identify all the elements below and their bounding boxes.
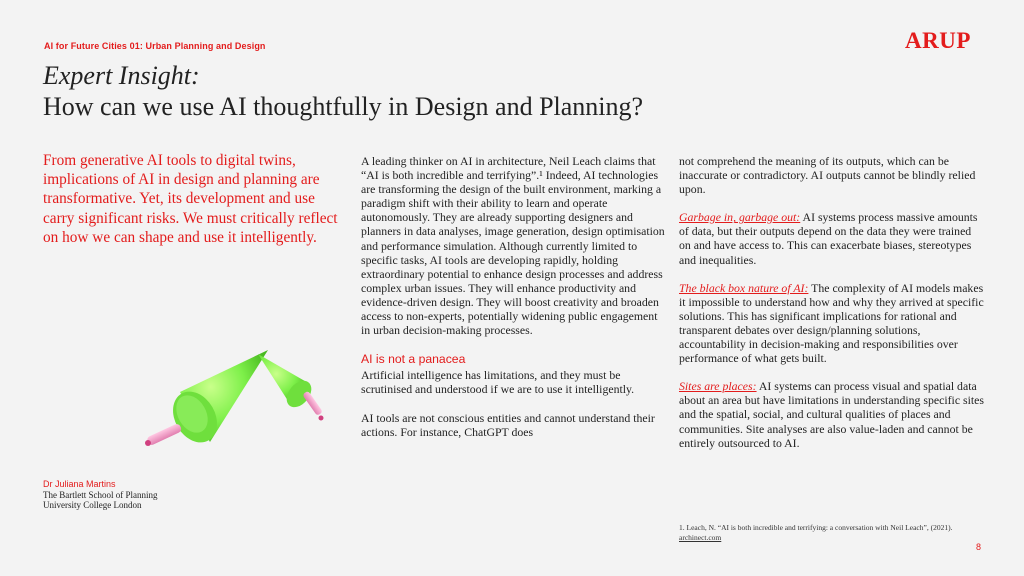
body-paragraph: A leading thinker on AI in architecture, Neil Leach claims that “AI is both incredible and terrifying”.¹ Indeed, AI technologies are transforming the design of the built environment, marking a paradigm shift with their ability to learn and operate autonomously. They are already supporting designers and planners in data analyses, image generation, design optimisation and performance simulation. Although currently limited to specific tasks, AI tools are developing rapidly, holding extraordinary potential to enhance design processes and address complex urban issues. They will enhance productivity and evidence-driven design. They will boost creativity and broaden access to non-experts, potentially widening public engagement in urban decision-making processes.	[361, 154, 665, 338]
blackbox-text: The complexity of AI models makes it impossible to understand how and why they arrived at specific solutions. This has significant implications for rational and transparent debates over design/planning solutions, accountability in decision-making and responsibilities over performance of what gets built.	[679, 280, 984, 366]
small-cone	[258, 354, 324, 421]
page-title-kicker: Expert Insight:	[43, 61, 200, 90]
body-column-3	[679, 154, 985, 450]
large-cone	[145, 350, 268, 450]
garbage-label: Garbage in, garbage out:	[679, 210, 801, 225]
garbage-paragraph	[679, 210, 985, 266]
intro-paragraph: From generative AI tools to digital twins, implications of AI in design and planning are transformative. Yet, its development and use carry significant risks. We must critically reflect on how we can shape and use it intelligently.	[43, 152, 338, 246]
sites-label: Sites are places:	[679, 379, 757, 394]
body-paragraph: Artificial intelligence has limitations, and they must be scrutinised and understood if we are to use it intelligently.	[361, 368, 635, 397]
arup-logo: ARUP	[905, 28, 971, 53]
page-number: 8	[976, 542, 982, 552]
cone-pencil-illustration	[140, 330, 350, 480]
section-heading: AI is not a panacea	[361, 352, 466, 367]
garbage-text: AI systems process massive amounts of data, but their outputs depend on the data they were trained on and have access to. This can exacerbate biases, stereotypes and inequalities.	[679, 210, 978, 267]
body-paragraph-continued: not comprehend the meaning of its outputs, which can be inaccurate or contradictory. AI outputs cannot be blindly relied upon.	[679, 154, 976, 197]
footnote	[679, 523, 979, 542]
series-label: AI for Future Cities 01: Urban Planning and Design	[44, 41, 266, 51]
body-column-2	[361, 154, 666, 439]
author-block	[43, 479, 157, 511]
blackbox-label: The black box nature of AI:	[679, 280, 809, 295]
sites-text: AI systems can process visual and spatial data about an area but have limitations in understanding specific sites and the spatial, social, and cultural qualities of places and communities. Site analyses are also value-laden and cannot be entirely outsourced to AI.	[679, 379, 984, 450]
footnote-text: 1. Leach, N. “AI is both incredible and terrifying: a conversation with Neil Leach”, (2021).	[679, 523, 953, 532]
page-title: How can we use AI thoughtfully in Design and Planning?	[43, 92, 644, 121]
footnote-link[interactable]: archinect.com	[679, 532, 722, 542]
author-university: University College London	[43, 500, 142, 510]
blackbox-paragraph	[679, 281, 985, 366]
author-name: Dr Juliana Martins	[43, 479, 116, 489]
body-paragraph: AI tools are not conscious entities and cannot understand their actions. For instance, ChatGPT does	[361, 410, 655, 439]
author-school: The Bartlett School of Planning	[43, 489, 158, 500]
sites-paragraph	[679, 379, 985, 449]
